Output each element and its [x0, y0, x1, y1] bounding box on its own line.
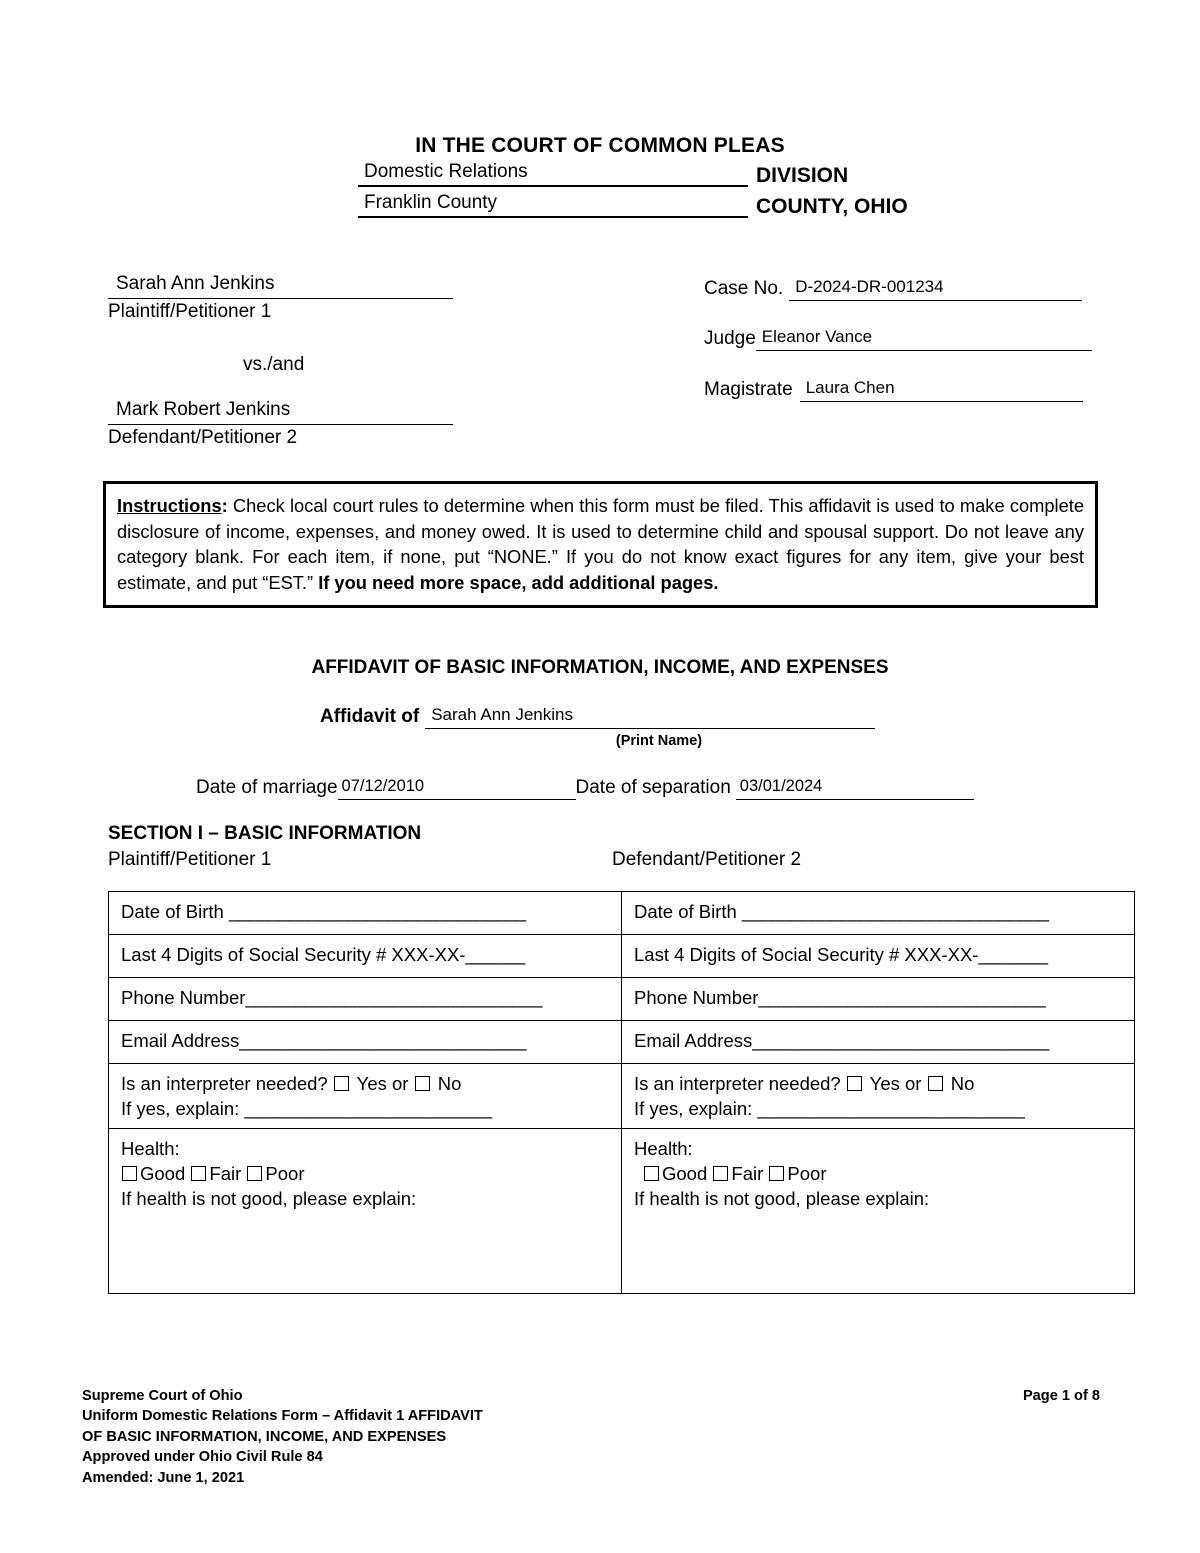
division-field[interactable]	[358, 161, 748, 187]
division-label: DIVISION	[756, 164, 849, 187]
email-blank-left: _____________________________	[239, 1030, 527, 1051]
county-value: Franklin County	[364, 192, 498, 213]
footer-line-2: Uniform Domestic Relations Form – Affidavit 1 AFFIDAVIT	[82, 1408, 483, 1425]
ssn-label-right: Last 4 Digits of Social Security # XXX-XX-	[634, 944, 979, 965]
cell-health-defendant[interactable]	[622, 1129, 1135, 1294]
health-explain-right: If health is not good, please explain:	[634, 1188, 930, 1209]
magistrate-line	[704, 377, 1083, 402]
judge-value: Eleanor Vance	[761, 327, 873, 346]
interpreter-yes-label-left: Yes or	[351, 1073, 414, 1094]
instructions-box	[103, 481, 1098, 608]
interpreter-explain-label-right: If yes, explain:	[634, 1098, 758, 1119]
table-row-ssn	[109, 935, 1135, 978]
interpreter-yes-label-right: Yes or	[864, 1073, 927, 1094]
cell-email-plaintiff[interactable]	[109, 1021, 622, 1064]
footer-line-1: Supreme Court of Ohio	[82, 1388, 243, 1404]
magistrate-label: Magistrate	[704, 379, 793, 400]
county-label: COUNTY, OHIO	[756, 195, 908, 218]
email-label-right: Email Address	[634, 1030, 753, 1051]
cell-health-plaintiff[interactable]	[109, 1129, 622, 1294]
table-row-email	[109, 1021, 1135, 1064]
health-explain-left: If health is not good, please explain:	[121, 1188, 417, 1209]
plaintiff-name-value: Sarah Ann Jenkins	[116, 273, 275, 294]
table-row-health	[109, 1129, 1135, 1294]
division-line	[358, 161, 848, 187]
table-row-interpreter	[109, 1064, 1135, 1129]
footer-line-4: Approved under Ohio Civil Rule 84	[82, 1449, 323, 1466]
page-footer	[82, 1386, 1100, 1488]
email-label-left: Email Address	[121, 1030, 240, 1051]
phone-label-right: Phone Number	[634, 987, 759, 1008]
print-name-caption: (Print Name)	[615, 733, 703, 749]
case-number-field[interactable]	[789, 276, 1082, 301]
basic-information-table	[108, 891, 1135, 1294]
cell-email-defendant[interactable]	[622, 1021, 1135, 1064]
case-number-value: D-2024-DR-001234	[795, 277, 944, 296]
cell-dob-defendant[interactable]	[622, 892, 1135, 935]
interpreter-no-label-left: No	[432, 1073, 462, 1094]
checkbox-health-fair-left[interactable]	[191, 1166, 206, 1181]
checkbox-health-good-right[interactable]	[644, 1166, 659, 1181]
date-of-separation-label: Date of separation	[575, 777, 731, 798]
interpreter-explain-blank-left: _________________________	[244, 1098, 492, 1119]
interpreter-explain-label-left: If yes, explain:	[121, 1098, 245, 1119]
cell-interpreter-defendant[interactable]	[622, 1064, 1135, 1129]
date-of-marriage-field[interactable]	[338, 775, 576, 800]
vs-and-label: vs./and	[243, 354, 305, 375]
defendant-role-label: Defendant/Petitioner 2	[108, 427, 298, 448]
section-one-heading: SECTION I – BASIC INFORMATION	[108, 823, 422, 844]
dob-label-left: Date of Birth	[121, 901, 229, 922]
health-title-left: Health:	[121, 1138, 180, 1159]
checkbox-interpreter-yes-left[interactable]	[334, 1076, 349, 1091]
ssn-blank-left: ______	[465, 944, 525, 965]
health-poor-label-right: Poor	[787, 1163, 827, 1184]
cell-phone-plaintiff[interactable]	[109, 978, 622, 1021]
interpreter-explain-blank-right: ___________________________	[757, 1098, 1025, 1119]
checkbox-health-poor-left[interactable]	[247, 1166, 262, 1181]
affidavit-title: AFFIDAVIT OF BASIC INFORMATION, INCOME, AND EXPENSES	[311, 657, 889, 678]
cell-interpreter-plaintiff[interactable]	[109, 1064, 622, 1129]
interpreter-no-label-right: No	[945, 1073, 975, 1094]
phone-blank-left: ______________________________	[245, 987, 543, 1008]
instructions-heading: Instructions	[117, 495, 222, 516]
health-good-label-left: Good	[140, 1163, 191, 1184]
checkbox-interpreter-yes-right[interactable]	[847, 1076, 862, 1091]
affidavit-of-line	[320, 703, 875, 729]
instructions-body-bold: If you need more space, add additional pages.	[318, 571, 719, 593]
checkbox-health-fair-right[interactable]	[713, 1166, 728, 1181]
date-of-marriage-label: Date of marriage	[196, 777, 338, 798]
health-fair-label-left: Fair	[209, 1163, 247, 1184]
defendant-name-field[interactable]	[108, 398, 453, 425]
checkbox-interpreter-no-right[interactable]	[928, 1076, 943, 1091]
plaintiff-block	[108, 272, 453, 323]
affidavit-of-field[interactable]	[425, 703, 875, 729]
health-title-right: Health:	[634, 1138, 693, 1159]
footer-line-5: Amended: June 1, 2021	[82, 1469, 245, 1486]
date-of-separation-field[interactable]	[736, 775, 974, 800]
interpreter-question-right: Is an interpreter needed?	[634, 1073, 846, 1094]
county-line	[358, 192, 908, 218]
ssn-blank-right: _______	[978, 944, 1048, 965]
defendant-block	[108, 398, 453, 449]
cell-ssn-defendant[interactable]	[622, 935, 1135, 978]
affidavit-of-value: Sarah Ann Jenkins	[431, 705, 573, 724]
checkbox-health-poor-right[interactable]	[769, 1166, 784, 1181]
footer-page-number: Page 1 of 8	[1022, 1388, 1100, 1404]
health-fair-label-right: Fair	[731, 1163, 769, 1184]
date-of-marriage-value: 07/12/2010	[341, 777, 425, 795]
email-blank-right: ______________________________	[752, 1030, 1049, 1051]
dob-label-right: Date of Birth	[634, 901, 742, 922]
date-of-separation-value: 03/01/2024	[739, 777, 823, 795]
magistrate-value: Laura Chen	[805, 378, 895, 397]
checkbox-interpreter-no-left[interactable]	[415, 1076, 430, 1091]
checkbox-health-good-left[interactable]	[122, 1166, 137, 1181]
dob-blank-left: ______________________________	[228, 901, 526, 922]
interpreter-question-left: Is an interpreter needed?	[121, 1073, 333, 1094]
footer-line-3: OF BASIC INFORMATION, INCOME, AND EXPENSES	[82, 1428, 447, 1445]
county-field[interactable]	[358, 192, 748, 218]
phone-label-left: Phone Number	[121, 987, 246, 1008]
table-row-phone	[109, 978, 1135, 1021]
cell-phone-defendant[interactable]	[622, 978, 1135, 1021]
case-number-line	[704, 276, 1082, 301]
case-number-label: Case No.	[704, 278, 784, 299]
judge-field[interactable]	[756, 326, 1092, 351]
instructions-colon: :	[221, 495, 228, 516]
marriage-separation-row	[196, 775, 974, 800]
magistrate-field[interactable]	[800, 377, 1083, 402]
cell-dob-plaintiff[interactable]	[109, 892, 622, 935]
cell-ssn-plaintiff[interactable]	[109, 935, 622, 978]
plaintiff-role-label: Plaintiff/Petitioner 1	[108, 301, 272, 322]
health-good-label-right: Good	[662, 1163, 713, 1184]
dob-blank-right: _______________________________	[741, 901, 1049, 922]
judge-line	[704, 326, 1092, 351]
affidavit-of-label: Affidavit of	[320, 706, 420, 727]
table-row-date-of-birth	[109, 892, 1135, 935]
court-title: IN THE COURT OF COMMON PLEAS	[415, 134, 785, 157]
health-poor-label-left: Poor	[265, 1163, 305, 1184]
column-heading-plaintiff: Plaintiff/Petitioner 1	[108, 849, 272, 870]
plaintiff-name-field[interactable]	[108, 272, 453, 299]
phone-blank-right: _____________________________	[758, 987, 1046, 1008]
division-value: Domestic Relations	[364, 161, 528, 182]
judge-label: Judge	[704, 328, 756, 349]
column-heading-defendant: Defendant/Petitioner 2	[612, 849, 802, 870]
instructions-body: Check local court rules to determine when this form must be filed. This affidavit is used to make complete disclosure of income, expenses, and money owed. It is used to determine child and spousal support. Do not leave any category blank. For each item, if none, put “NONE.” If you do not know exact figures for any item, give your best estimate, and put “EST.”	[117, 495, 1084, 593]
defendant-name-value: Mark Robert Jenkins	[116, 399, 291, 420]
ssn-label-left: Last 4 Digits of Social Security # XXX-XX-	[121, 944, 466, 965]
